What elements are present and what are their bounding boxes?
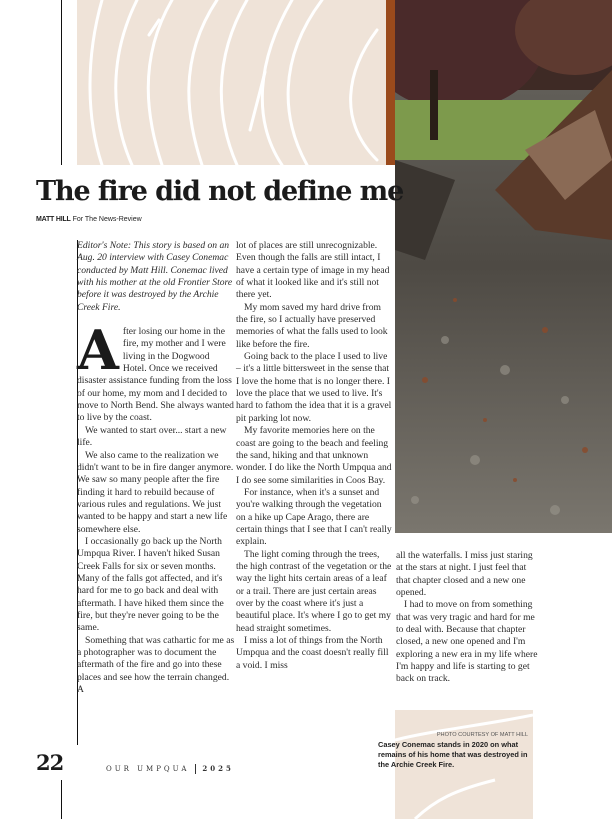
article-title: The fire did not define me xyxy=(36,176,404,207)
photo-credit: PHOTO COURTESY OF MATT HILL xyxy=(436,732,528,738)
article-column-3 xyxy=(396,550,538,686)
rule-top xyxy=(61,0,62,165)
rule-bottom xyxy=(61,780,62,819)
page-number: 22 xyxy=(36,750,64,775)
footer-divider xyxy=(195,764,196,774)
paragraph: I occasionally go back up the North Umpqua River. I haven't hiked Susan Creek Falls for six or seven months. Many of the falls got affected, and it's hard for me to go back and deal with aftermath. I have hiked them since the fire, but they're never going to be the same. xyxy=(77,535,224,634)
paragraph: Going back to the place I used to live – it's a little bittersweet in the sense that I love the home that is no longer there. I love the place that we used to live. It's hard to fathom the idea that it is a gravel pit parking lot now. xyxy=(236,351,392,424)
wood-grain-decoration xyxy=(77,0,386,165)
editors-note: Editor's Note: This story is based on an Aug. 20 interview with Casey Conemac conducted by Matt Hill. Conemac lived with his mother at the old Frontier Store before it was destroyed by the Archie Creek Fire. xyxy=(77,240,233,313)
paragraph: lot of places are still unrecognizable. Even though the falls are still intact, I have a certain type of image in my head of what it looked like and it's still not there yet. xyxy=(236,240,390,301)
article-column-1 xyxy=(77,240,235,696)
paragraph: My favorite memories here on the coast are going to the beach and feeling the sand, hiking and that unknown wonder. I do like the North Umpqua and I do see some similarities in Coos Bay. xyxy=(236,425,392,486)
paragraph: I had to move on from something that was very tragic and hard for me to deal with. Because that chapter closed, a new one opened and I'm exploring a new era in my life where I'm happy and life is starting to get back on track. xyxy=(396,599,538,685)
drop-cap: A xyxy=(77,318,119,383)
publication-footer xyxy=(106,764,234,774)
paragraph: Something that was cathartic for me as a photographer was to document the aftermath of the fire and go into these places and see how the terrain changed. A xyxy=(77,634,235,696)
publication-name: OUR UMPQUA xyxy=(106,765,190,773)
publication-year: 2025 xyxy=(202,764,234,773)
fire-aftermath-photo xyxy=(395,0,612,533)
paragraph: For instance, when it's a sunset and you're walking through the vegetation on a hike up Cape Arago, there are certain things that I see that I can't really explain. xyxy=(236,486,392,548)
photo-caption: Casey Conemac stands in 2020 on what remains of his home that was destroyed in the Archie Creek Fire. xyxy=(378,740,528,769)
paragraph: We also came to the realization we didn't want to be in fire danger anymore. We saw so many people after the fire finding it hard to rebuild because of various rules and regulations. We just wanted to be happy and start a new life somewhere else. xyxy=(77,449,234,535)
paragraph: all the waterfalls. I miss just staring at the stars at night. I just feel that that chapter closed and a new one opened. xyxy=(396,550,533,599)
author-name: MATT HILL xyxy=(36,216,71,223)
paragraph: The light coming through the trees, the high contrast of the vegetation or the way the light hits certain areas of a leaf or a trail. There are just certain areas over by the coast where it's just a beautiful place. It's where I go to get my head straight sometimes. xyxy=(236,548,392,634)
paragraph-text: fter losing our home in the fire, my mother and I were living in the Dogwood Hotel. Once we received disaster assistance funding from the loss of our home, my mom and I decided to move to North Bend. She always wanted to live by the coast. xyxy=(77,326,234,424)
byline xyxy=(36,216,142,223)
paragraph: I miss a lot of things from the North Umpqua and the coast doesn't really fill a void. I miss xyxy=(236,635,389,671)
rust-accent-strip xyxy=(386,0,395,165)
paragraph: My mom saved my hard drive from the fire, so I actually have preserved memories of what the falls used to look like before the fire. xyxy=(236,301,388,350)
paragraph: We wanted to start over... start a new life. xyxy=(77,424,227,449)
paragraph xyxy=(77,318,235,425)
article-column-2 xyxy=(236,240,392,672)
author-affiliation: For The News-Review xyxy=(72,216,142,223)
